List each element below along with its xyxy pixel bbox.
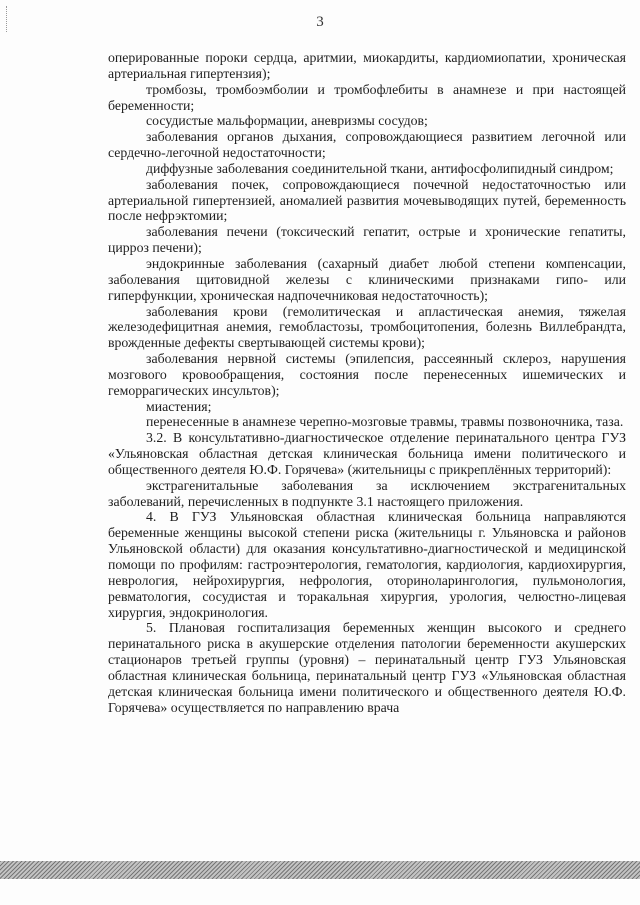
paragraph: заболевания нервной системы (эпилепсия, рассеянный склероз, нарушения мозгового кровообращения, состояния после перенесенных ишемических и геморрагических инсультов); (108, 351, 626, 398)
paragraph: перенесенные в анамнезе черепно-мозговые травмы, травмы позвоночника, таза. (146, 414, 624, 430)
paragraph: заболевания почек, сопровождающиеся почечной недостаточностью или артериальной гипертензией, аномалией развития мочевыводящих путей, беременность после нефрэктомии; (108, 176, 626, 224)
paragraph: 4. В ГУЗ Ульяновская областная клиническая больница направляются беременные женщины высокой степени риска (жительницы г. Ульяновска и районов Ульяновской области) для оказания консультативно-диагностической и медицинской помощи по профилям: гастроэнтерология, гематология, кардиология, кардиохирургия, неврология, нейрохирургия, нефрология, оториноларингология, пульмонология, ревматология, сосудистая и торакальная хирургия, урология, челюстно-лицевая хирургия, эндокринология. (108, 509, 626, 620)
paragraph: эндокринные заболевания (сахарный диабет любой степени компенсации, заболевания щитовидной железы с клиническими признаками гипо- или гиперфункции, хроническая надпочечниковая недостаточность); (108, 255, 626, 303)
paragraph: 5. Плановая госпитализация беременных женщин высокого и среднего перинатального риска в акушерские отделения патологии беременности акушерских стационаров третьей группы (уровня) – перинатальный центр ГУЗ Ульяновская областная клиническая больница, перинатальный центр ГУЗ «Ульяновская областная детская клиническая больница имени политического и общественного деятеля Ю.Ф. Горячева» осуществляется по направлению врача (108, 620, 626, 715)
paragraph: сосудистые мальформации, аневризмы сосудов; (146, 113, 428, 129)
page-number: 3 (316, 14, 324, 30)
paragraph: оперированные пороки сердца, аритмии, миокардиты, кардиомиопатии, хроническая артериальная гипертензия); (108, 50, 626, 81)
paragraph: экстрагенитальные заболевания за исключением экстрагенитальных заболеваний, перечисленных в подпункте 3.1 настоящего приложения. (108, 477, 626, 509)
paragraph: тромбозы, тромбоэмболии и тромбофлебиты в анамнезе и при настоящей беременности; (108, 81, 626, 113)
paragraph: заболевания печени (токсический гепатит, острые и хронические гепатиты, цирроз печени); (108, 224, 626, 256)
paragraph: миастения; (146, 398, 212, 414)
paragraph: диффузные заболевания соединительной ткани, антифосфолипидный синдром; (146, 160, 614, 176)
document-body (108, 50, 626, 715)
paragraph: заболевания крови (гемолитическая и апластическая анемия, тяжелая железодефицитная анемия, гемобластозы, тромбоцитопения, болезнь Виллебрандта, врожденные дефекты свертывающей системы крови); (108, 303, 626, 351)
scan-edge-bar (0, 861, 640, 879)
paragraph: 3.2. В консультативно-диагностическое отделение перинатального центра ГУЗ «Ульяновская областная детская клиническая больница имени политического и общественного деятеля Ю.Ф. Горячева» (жительницы с прикреплённых территорий): (108, 430, 626, 477)
paragraph: заболевания органов дыхания, сопровождающиеся развитием легочной или сердечно-легочной недостаточности; (108, 129, 626, 161)
